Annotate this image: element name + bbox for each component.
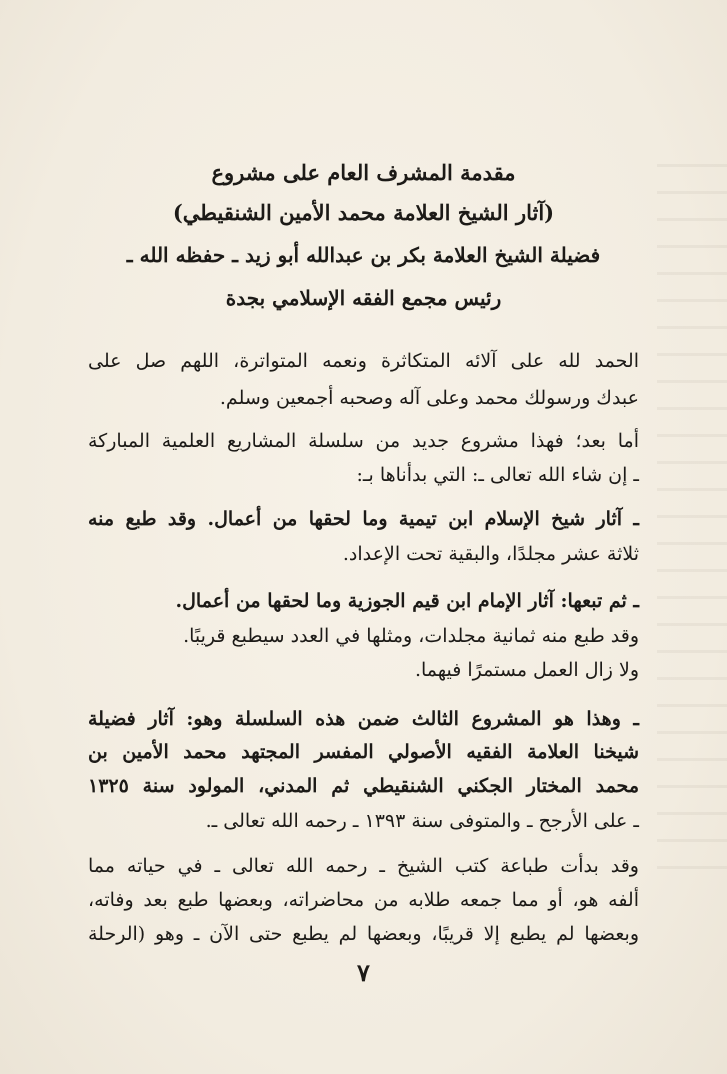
body-line: ـ آثار شيخ الإسلام ابن تيمية وما لحقها من أعمال. وقد طبع منه — [88, 508, 639, 530]
body-line: ـ إن شاء الله تعالى ـ: التي بدأناها بـ: — [356, 464, 639, 486]
body-line: أما بعد؛ فهذا مشروع جديد من سلسلة المشاريع العلمية المباركة — [88, 430, 639, 452]
page-number: ٧ — [357, 958, 370, 987]
body-line: ـ وهذا هو المشروع الثالث ضمن هذه السلسلة وهو: آثار فضيلة — [88, 708, 639, 730]
body-line: ثلاثة عشر مجلدًا، والبقية تحت الإعداد. — [342, 543, 639, 565]
body-line: ولا زال العمل مستمرًا فيهما. — [414, 659, 639, 681]
body-line: وقد بدأت طباعة كتب الشيخ ـ رحمه الله تعالى ـ في حياته مما — [88, 855, 639, 877]
heading-line-4: رئيس مجمع الفقه الإسلامي بجدة — [225, 286, 502, 310]
body-line: ـ ثم تبعها: آثار الإمام ابن قيم الجوزية وما لحقها من أعمال. — [175, 590, 639, 612]
body-line: الحمد لله على آلائه المتكاثرة ونعمه المتواترة، اللهم صل على — [88, 350, 639, 372]
body-line: ألفه هو، أو مما جمعه طلابه من محاضراته، وبعضها طبع بعد وفاته، — [88, 889, 639, 911]
body-line: شيخنا العلامة الفقيه الأصولي المفسر المجتهد محمد الأمين بن — [88, 741, 639, 763]
body-line: وقد طبع منه ثمانية مجلدات، ومثلها في العدد سيطبع قريبًا. — [183, 625, 639, 647]
body-line: ـ على الأرجح ـ والمتوفى سنة ١٣٩٣ ـ رحمه الله تعالى ـ. — [205, 810, 639, 832]
body-line: وبعضها لم يطبع إلا قريبًا، وبعضها لم يطبع حتى الآن ـ وهو (الرحلة — [88, 923, 639, 945]
show-through-texture — [657, 140, 727, 874]
body-line: عبدك ورسولك محمد وعلى آله وصحبه أجمعين وسلم. — [219, 387, 639, 409]
heading-line-1: مقدمة المشرف العام على مشروع — [211, 160, 516, 185]
heading-line-2: (آثار الشيخ العلامة محمد الأمين الشنقيطي) — [172, 200, 555, 225]
heading-line-3: فضيلة الشيخ العلامة بكر بن عبدالله أبو زيد ـ حفظه الله ـ — [126, 243, 601, 267]
body-line: محمد المختار الجكني الشنقيطي ثم المدني، المولود سنة ١٣٢٥ — [88, 775, 639, 797]
